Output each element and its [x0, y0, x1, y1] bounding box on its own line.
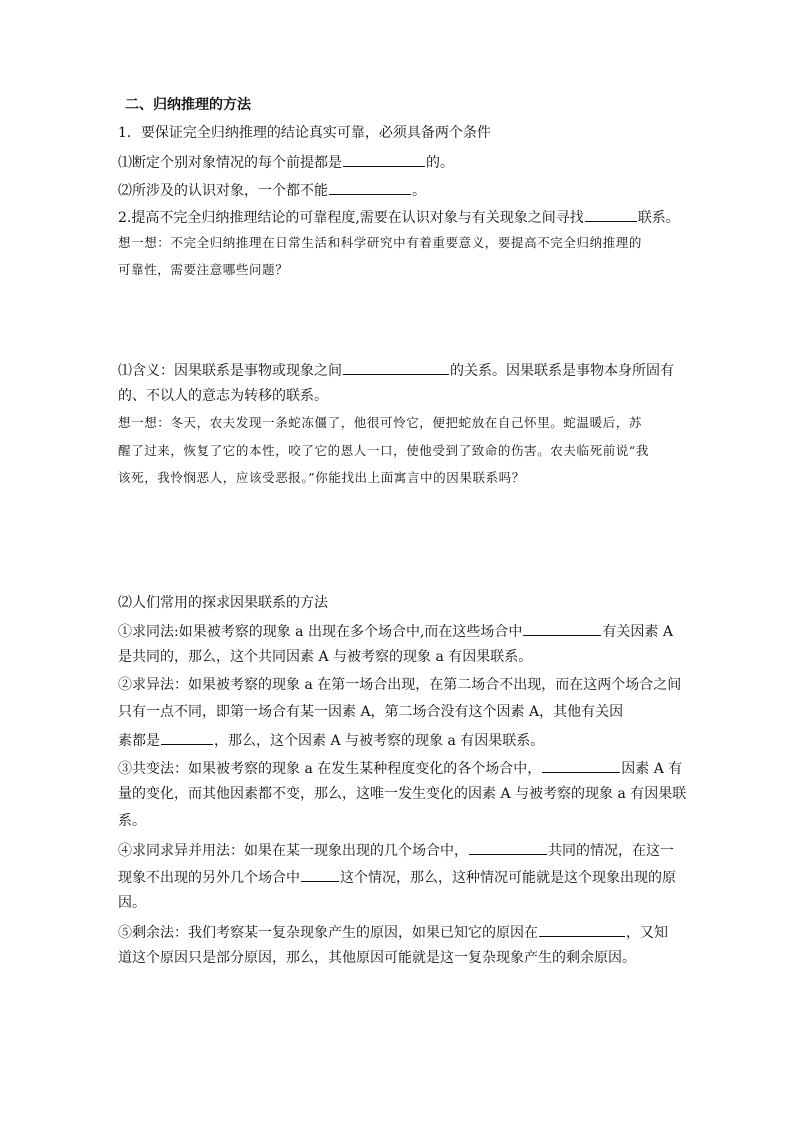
method-concomitant-text: ③共变法：如果被考察的现象 a 在发生某种程度变化的各个场合中，	[118, 761, 542, 777]
method-agreement-line-2: 是共同的，那么，这个共同因素 A 与被考察的现象 a 有因果联系。	[118, 649, 533, 665]
item-2	[118, 207, 680, 227]
fill-blank[interactable]	[539, 922, 625, 937]
item-1a	[118, 152, 454, 172]
method-difference: ②求异法：如果被考察的现象 a 在第一场合出现，在第二场合不出现，而在这两个场合之间	[118, 677, 682, 693]
think-2-line: 该死，我怜悯恶人，应该受恶报。”你能找出上面寓言中的因果联系吗？	[118, 470, 525, 485]
item-2-text: 2.提高不完全归纳推理结论的可靠程度,需要在认识对象与有关现象之间寻找	[118, 210, 584, 226]
fill-blank[interactable]	[343, 152, 425, 167]
item-1a-text: ⑴断定个别对象情况的每个前提都是	[118, 155, 342, 171]
causal-definition-text: ⑴含义：因果联系是事物或现象之间	[118, 363, 342, 379]
method-residues	[118, 922, 668, 942]
method-agreement-text: ①求同法:如果被考察的现象 a 出现在多个场合中,而在这些场合中	[118, 624, 523, 640]
fill-blank[interactable]	[329, 180, 411, 195]
item-1: 1．要保证完全归纳推理的结论真实可靠，必须具备两个条件	[118, 125, 491, 141]
method-joint-line-2	[118, 867, 676, 887]
method-joint	[118, 840, 674, 860]
method-joint-text: ④求同求异并用法：如果在某一现象出现的几个场合中，	[118, 843, 468, 859]
item-1b-suffix: 。	[412, 183, 426, 199]
think-2-line: 醒了过来，恢复了它的本性，咬了它的恩人一口，使他受到了致命的伤害。农夫临死前说“我	[118, 443, 649, 458]
method-concomitant-line-2: 量的变化，而其他因素都不变，那么，这唯一发生变化的因素 A 与被考察的现象 a 有因果联	[118, 786, 687, 802]
method-joint-line-3: 因。	[118, 895, 146, 911]
method-concomitant	[118, 758, 682, 778]
method-residues-text: ⑤剩余法：我们考察某一复杂现象产生的原因，如果已知它的原因在	[118, 925, 538, 941]
fill-blank[interactable]	[542, 758, 620, 773]
method-difference-suffix: ，那么，这个因素 A 与被考察的现象 a 有因果联系。	[214, 733, 545, 749]
fill-blank[interactable]	[343, 360, 449, 375]
method-residues-suffix: ，又知	[626, 925, 668, 941]
fill-blank[interactable]	[585, 207, 637, 222]
method-difference-line-2: 只有一点不同，即第一场合有某一因素 A，第二场合没有这个因素 A，其他有关因	[118, 704, 624, 720]
method-joint-suffix: 共同的情况，在这一	[548, 843, 674, 859]
fill-blank[interactable]	[469, 840, 547, 855]
method-difference-text: 素都是	[118, 733, 160, 749]
item-1b	[118, 180, 426, 200]
fill-blank[interactable]	[523, 621, 601, 636]
item-1b-text: ⑵所涉及的认识对象，一个都不能	[118, 183, 328, 199]
methods-title: ⑵人们常用的探求因果联系的方法	[118, 595, 328, 611]
fill-blank[interactable]	[161, 730, 213, 745]
section-heading: 二、归纳推理的方法	[125, 97, 251, 113]
item-1a-suffix: 的。	[426, 155, 454, 171]
think-1-line: 可靠性，需要注意哪些问题？	[118, 262, 289, 277]
method-joint-text-2: 现象不出现的另外几个场合中	[118, 870, 300, 886]
item-2-suffix: 联系。	[637, 210, 680, 226]
think-1-line: 想一想：不完全归纳推理在日常生活和科学研究中有着重要意义，要提高不完全归纳推理的	[118, 235, 643, 250]
causal-definition-line-2: 的、不以人的意志为转移的联系。	[118, 388, 328, 404]
method-concomitant-line-3: 系。	[118, 813, 146, 829]
think-2-line: 想一想：冬天，农夫发现一条蛇冻僵了，他很可怜它，便把蛇放在自己怀里。蛇温暖后，苏	[118, 415, 643, 430]
method-residues-line-2: 道这个原因只是部分原因，那么，其他原因可能就是这一复杂现象产生的剩余原因。	[118, 950, 636, 966]
method-agreement	[118, 621, 673, 641]
method-joint-suffix-2: 这个情况，那么，这种情况可能就是这个现象出现的原	[340, 870, 676, 886]
causal-definition	[118, 360, 674, 380]
fill-blank[interactable]	[301, 867, 339, 882]
causal-definition-suffix: 的关系。因果联系是事物本身所固有	[450, 363, 674, 379]
method-difference-line-3	[118, 730, 544, 750]
method-concomitant-suffix: 因素 A 有	[621, 761, 683, 777]
method-agreement-suffix: 有关因素 A	[602, 624, 673, 640]
